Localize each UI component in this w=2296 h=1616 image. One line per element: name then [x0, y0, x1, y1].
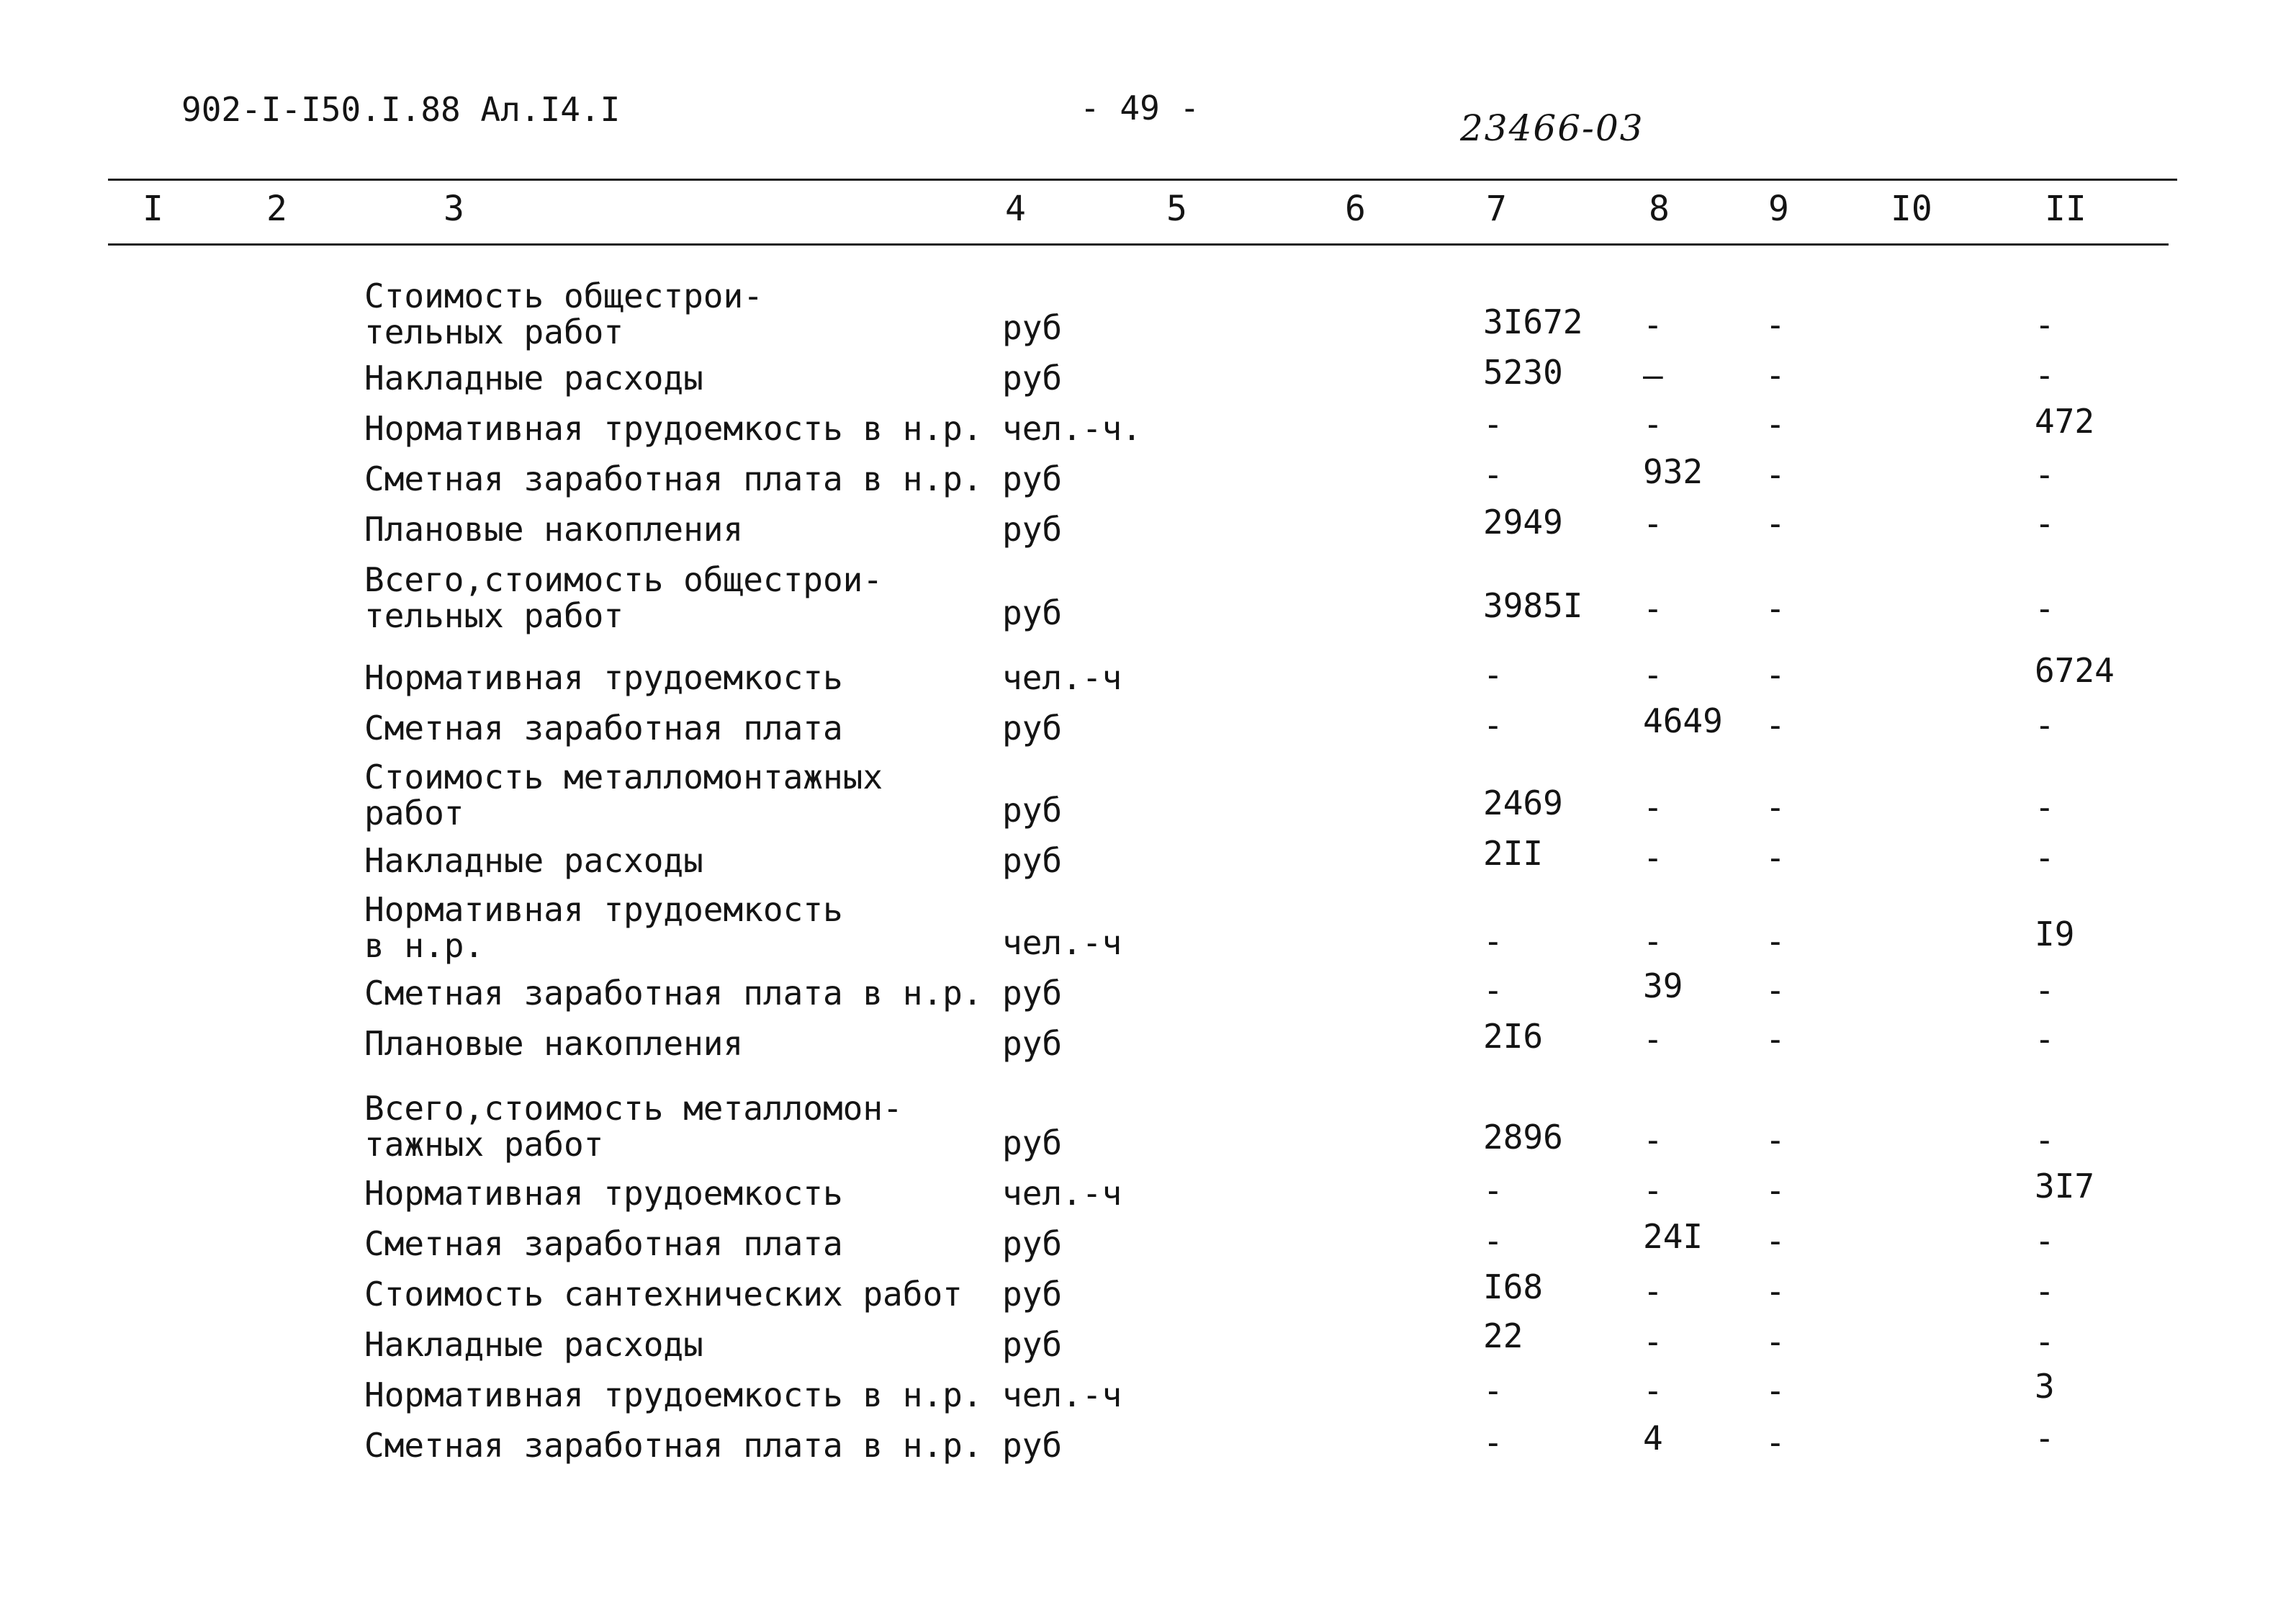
row-desc-line: Нормативная трудоемкость в н.р. — [364, 409, 983, 448]
row-col7: 3985I — [1483, 586, 1583, 625]
row-col9: - — [1765, 1020, 1786, 1059]
row-desc-line: Сметная заработная плата — [364, 709, 843, 748]
row-col7: - — [1483, 922, 1503, 961]
column-header-2: 2 — [266, 189, 287, 229]
table-row-desc — [364, 278, 763, 350]
row-col8: — — [1643, 356, 1663, 395]
row-col7: 2II — [1483, 834, 1544, 873]
row-desc-line: Всего,стоимость общестрои- — [364, 560, 883, 599]
row-col9: - — [1765, 455, 1786, 494]
row-desc-line: Сметная заработная плата в н.р. — [364, 459, 983, 498]
row-col11: - — [2035, 305, 2055, 344]
row-col9: - — [1765, 1371, 1786, 1410]
column-header-8: 8 — [1649, 189, 1670, 229]
row-col8: 39 — [1643, 966, 1683, 1005]
row-col11: 6724 — [2035, 651, 2115, 690]
row-unit: руб — [1002, 974, 1063, 1013]
row-col9: - — [1765, 589, 1786, 628]
column-header-5: 5 — [1166, 189, 1187, 229]
row-col11: I9 — [2035, 915, 2075, 953]
row-desc-line: работ — [364, 794, 464, 832]
row-unit: руб — [1002, 791, 1063, 830]
table-row-desc — [364, 759, 883, 831]
row-col8: - — [1643, 504, 1663, 543]
row-col8: - — [1643, 788, 1663, 827]
column-header-6: 6 — [1345, 189, 1366, 229]
table-row-desc — [364, 892, 843, 964]
table-top-rule — [108, 179, 2177, 181]
row-col9: - — [1765, 838, 1786, 877]
row-unit: руб — [1002, 709, 1063, 748]
row-col8: - — [1643, 1322, 1663, 1361]
row-unit: чел.-ч — [1002, 658, 1122, 697]
row-col8: - — [1643, 838, 1663, 877]
row-col8: - — [1643, 922, 1663, 961]
row-desc-line: Накладные расходы — [364, 841, 703, 880]
row-desc-line: Всего,стоимость металломон- — [364, 1089, 903, 1128]
row-unit: руб — [1002, 359, 1063, 398]
row-desc-line: Стоимость металломонтажных — [364, 758, 883, 796]
table-row-desc — [364, 1276, 963, 1312]
row-col8: 4649 — [1643, 701, 1723, 740]
row-desc-line: тажных работ — [364, 1125, 604, 1164]
row-col8: - — [1643, 1272, 1663, 1311]
row-col11: - — [2035, 1322, 2055, 1361]
table-row-desc — [364, 1427, 983, 1463]
row-col9: - — [1765, 655, 1786, 694]
row-col8: - — [1643, 1020, 1663, 1059]
row-col7: - — [1483, 1171, 1503, 1210]
row-col9: - — [1765, 305, 1786, 344]
row-desc-line: Сметная заработная плата — [364, 1224, 843, 1263]
row-desc-line: Нормативная трудоемкость — [364, 1174, 843, 1213]
row-desc-line: Нормативная трудоемкость — [364, 890, 843, 929]
row-col11: - — [2035, 838, 2055, 877]
row-desc-line: в н.р. — [364, 926, 485, 965]
row-col8: - — [1643, 405, 1663, 444]
row-col11: - — [2035, 1221, 2055, 1260]
row-col8: - — [1643, 1121, 1663, 1159]
column-header-9: 9 — [1768, 189, 1789, 229]
handwritten-number: 23466-03 — [1460, 107, 1644, 149]
row-desc-line: тельных работ — [364, 596, 624, 635]
row-unit: руб — [1002, 1224, 1063, 1263]
table-row-desc — [364, 1025, 743, 1061]
row-col7: 5230 — [1483, 353, 1563, 392]
row-desc-line: Нормативная трудоемкость в н.р. — [364, 1375, 983, 1414]
row-col7: 2469 — [1483, 784, 1563, 822]
row-col11: - — [2035, 706, 2055, 745]
row-col11: 3I7 — [2035, 1167, 2095, 1206]
row-col7: 22 — [1483, 1316, 1523, 1355]
table-row-desc — [364, 461, 983, 497]
row-col11: - — [2035, 971, 2055, 1010]
table-row-desc — [364, 975, 983, 1011]
row-col7: - — [1483, 1221, 1503, 1260]
row-col11: - — [2035, 1121, 2055, 1159]
row-desc-line: Сметная заработная плата в н.р. — [364, 974, 983, 1013]
row-col9: - — [1765, 788, 1786, 827]
row-desc-line: Накладные расходы — [364, 359, 703, 398]
row-col7: - — [1483, 655, 1503, 694]
row-col11: - — [2035, 455, 2055, 494]
row-col8: 24I — [1643, 1217, 1703, 1256]
row-col9: - — [1765, 356, 1786, 395]
column-header-1: I — [143, 189, 163, 229]
row-desc-line: Плановые накопления — [364, 510, 744, 549]
row-col7: - — [1483, 706, 1503, 745]
table-header-rule — [108, 243, 2169, 246]
row-desc-line: Стоимость общестрои- — [364, 277, 763, 315]
row-col7: 2I6 — [1483, 1017, 1544, 1056]
row-col11: - — [2035, 1020, 2055, 1059]
row-col11: - — [2035, 1272, 2055, 1311]
row-col11: - — [2035, 589, 2055, 628]
row-unit: чел.-ч — [1002, 1174, 1122, 1213]
row-unit: руб — [1002, 459, 1063, 498]
row-col11: 472 — [2035, 402, 2095, 441]
row-col8: - — [1643, 1171, 1663, 1210]
row-col7: I68 — [1483, 1267, 1544, 1306]
column-header-10: I0 — [1891, 189, 1932, 229]
table-row-desc — [364, 1090, 903, 1162]
row-col8: - — [1643, 655, 1663, 694]
row-col11: 3 — [2035, 1367, 2055, 1406]
table-row-desc — [364, 360, 703, 396]
row-desc-line: Накладные расходы — [364, 1325, 703, 1364]
row-desc-line: Стоимость сантехнических работ — [364, 1275, 963, 1314]
row-col7: - — [1483, 971, 1503, 1010]
document-code: 902-I-I50.I.88 Ал.I4.I — [181, 90, 621, 129]
row-unit: руб — [1002, 1426, 1063, 1465]
row-col8: - — [1643, 1371, 1663, 1410]
row-desc-line: Сметная заработная плата в н.р. — [364, 1426, 983, 1465]
table-row-desc — [364, 1226, 843, 1262]
row-col11: - — [2035, 504, 2055, 543]
row-col9: - — [1765, 405, 1786, 444]
row-col7: - — [1483, 1371, 1503, 1410]
row-col7: 3I672 — [1483, 302, 1583, 341]
row-col9: - — [1765, 1423, 1786, 1462]
table-row-desc — [364, 1175, 843, 1211]
column-header-3: 3 — [444, 189, 464, 229]
table-row-desc — [364, 410, 983, 446]
table-row-desc — [364, 511, 743, 547]
row-unit: руб — [1002, 1275, 1063, 1314]
row-col11: - — [2035, 788, 2055, 827]
row-desc-line: Плановые накопления — [364, 1024, 744, 1063]
table-row-desc — [364, 562, 883, 634]
row-col9: - — [1765, 1272, 1786, 1311]
row-col7: - — [1483, 405, 1503, 444]
table-row-desc — [364, 1377, 983, 1413]
row-col9: - — [1765, 1322, 1786, 1361]
row-unit: чел.-ч — [1002, 923, 1122, 962]
table-row-desc — [364, 710, 843, 746]
table-row-desc — [364, 660, 843, 696]
row-col7: - — [1483, 1423, 1503, 1462]
row-col11: - — [2035, 1419, 2055, 1458]
row-col7: 2896 — [1483, 1118, 1563, 1157]
row-col8: 932 — [1643, 452, 1703, 491]
row-col7: - — [1483, 455, 1503, 494]
table-row-desc — [364, 843, 703, 879]
row-col7: 2949 — [1483, 503, 1563, 542]
row-col9: - — [1765, 1221, 1786, 1260]
page-number: - 49 - — [1080, 89, 1200, 127]
row-desc-line: тельных работ — [364, 313, 624, 351]
column-header-4: 4 — [1005, 189, 1026, 229]
table-row-desc — [364, 1327, 703, 1363]
row-unit: руб — [1002, 510, 1063, 549]
row-col9: - — [1765, 1171, 1786, 1210]
row-unit: руб — [1002, 1325, 1063, 1364]
row-col9: - — [1765, 922, 1786, 961]
row-unit: руб — [1002, 1123, 1063, 1162]
row-col11: - — [2035, 356, 2055, 395]
row-unit: чел.-ч. — [1002, 409, 1142, 448]
row-col9: - — [1765, 971, 1786, 1010]
row-unit: руб — [1002, 1024, 1063, 1063]
row-unit: руб — [1002, 593, 1063, 632]
row-col9: - — [1765, 1121, 1786, 1159]
column-header-11: II — [2045, 189, 2086, 229]
row-unit: руб — [1002, 841, 1063, 880]
row-unit: чел.-ч — [1002, 1375, 1122, 1414]
row-col8: - — [1643, 305, 1663, 344]
row-unit: руб — [1002, 308, 1063, 347]
row-col9: - — [1765, 706, 1786, 745]
row-col8: - — [1643, 589, 1663, 628]
row-col9: - — [1765, 504, 1786, 543]
row-desc-line: Нормативная трудоемкость — [364, 658, 843, 697]
column-header-7: 7 — [1486, 189, 1507, 229]
row-col8: 4 — [1643, 1419, 1663, 1458]
